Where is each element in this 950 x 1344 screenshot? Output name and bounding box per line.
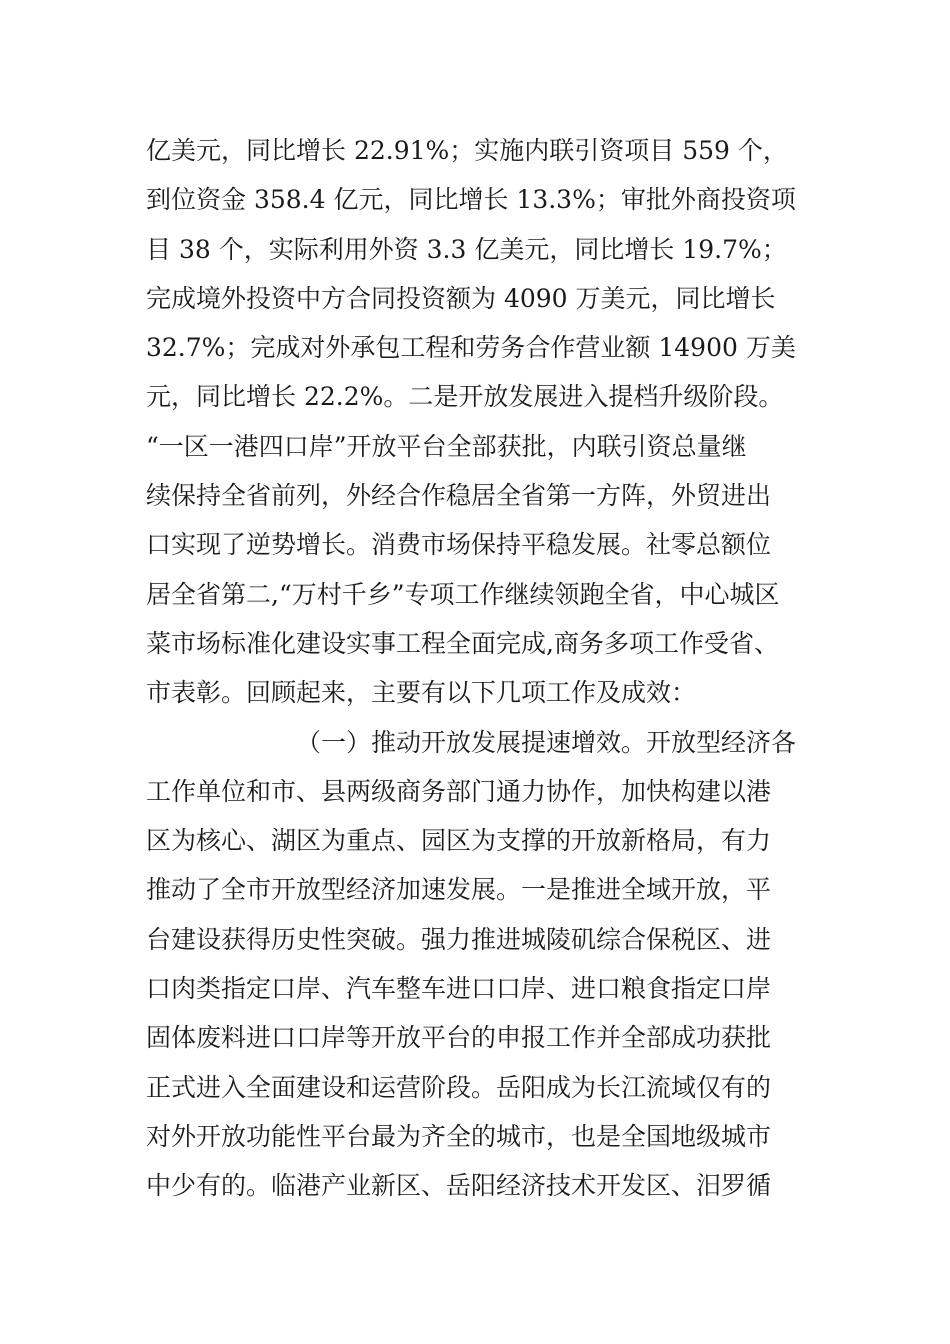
text-line-10: 居全省第二,“万村千乡”专项工作继续领跑全省，中心城区 [146,579,780,609]
text-line-6: 元，同比增长 22.2%。二是开放发展进入提档升级阶段。 [146,382,784,412]
text-line-4: 完成境外投资中方合同投资额为 4090 万美元，同比增长 [146,283,776,313]
text-line-5: 32.7%；完成对外承包工程和劳务合作营业额 14900 万美 [146,333,796,363]
text-line-9: 口实现了逆势增长。消费市场保持平稳发展。社零总额位 [146,530,772,560]
text-line-8: 续保持全省前列，外经合作稳居全省第一方阵，外贸进出 [146,481,772,511]
text-line-1: 亿美元，同比增长 22.91%；实施内联引资项目 559 个， [146,136,788,165]
text-line-18: 口肉类指定口岸、汽车整车进口口岸、进口粮食指定口岸 [146,974,772,1004]
section-heading-line: （一）推动开放发展提速增效。开放型经济各 [296,727,797,757]
text-line-12: 市表彰。回顾起来，主要有以下几项工作及成效： [146,678,697,708]
text-line-17: 台建设获得历史性突破。强力推进城陵矶综合保税区、进 [146,924,772,954]
text-line-22: 中少有的。临港产业新区、岳阳经济技术开发区、汨罗循 [146,1171,772,1201]
body-text [146,126,816,1211]
text-line-21: 对外开放功能性平台最为齐全的城市，也是全国地级城市 [146,1121,772,1151]
text-line-2: 到位资金 358.4 亿元，同比增长 13.3%；审批外商投资项 [146,185,796,215]
text-line-19: 固体废料进口口岸等开放平台的申报工作并全部成功获批 [146,1023,772,1053]
text-line-15: 区为核心、湖区为重点、园区为支撑的开放新格局，有力 [146,826,772,856]
text-line-14: 工作单位和市、县两级商务部门通力协作，加快构建以港 [146,776,772,806]
text-line-20: 正式进入全面建设和运营阶段。岳阳成为长江流域仅有的 [146,1072,772,1102]
text-line-16: 推动了全市开放型经济加速发展。一是推进全域开放，平 [146,875,772,905]
text-line-3: 目 38 个，实际利用外资 3.3 亿美元，同比增长 19.7%； [146,234,787,264]
text-line-7: “一区一港四口岸”开放平台全部获批，内联引资总量继 [146,431,747,461]
text-line-11: 菜市场标准化建设实事工程全面完成,商务多项工作受省、 [146,628,779,658]
